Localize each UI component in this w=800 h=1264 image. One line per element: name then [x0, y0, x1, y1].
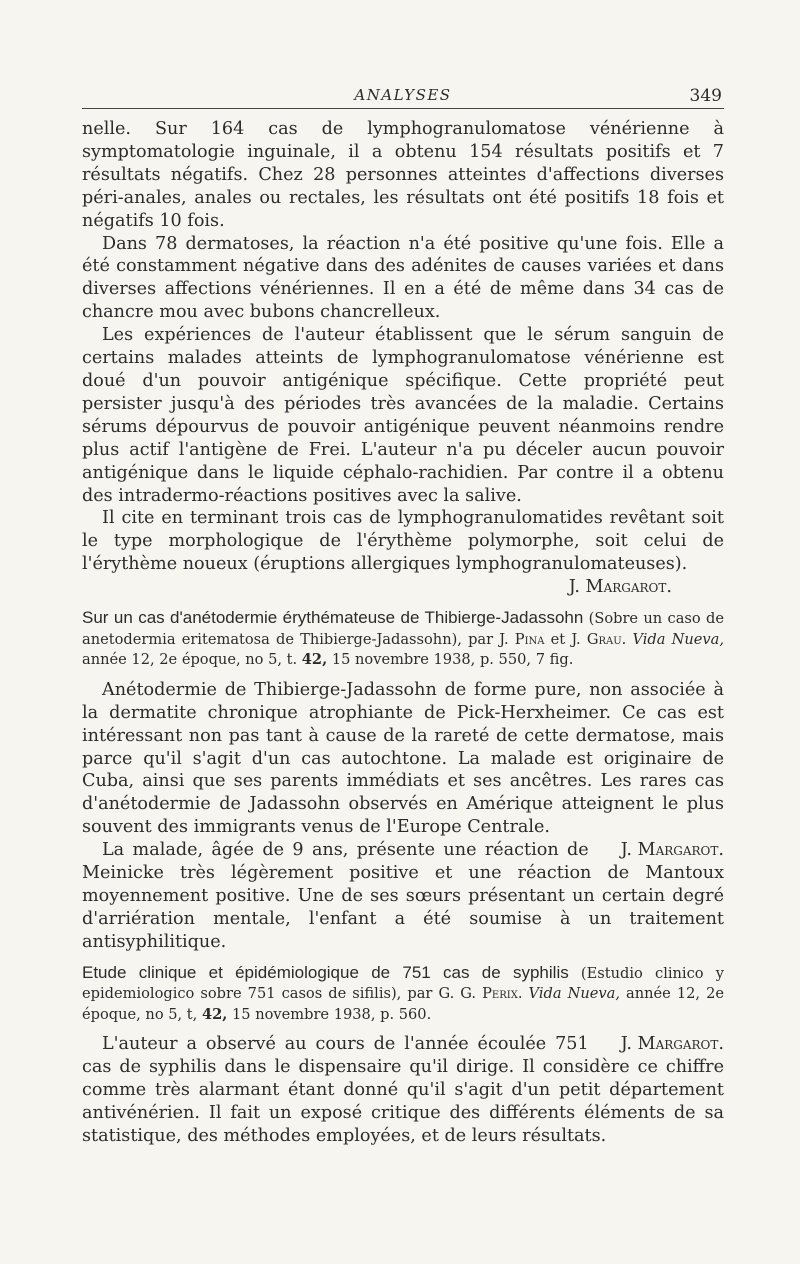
- paragraph: Les expériences de l'auteur établissent que le sérum sanguin de certains malades atteints de lymphogranulomatose vénérienne est doué d'un pouvoir antigénique spécifique. Cette propriété peut persister jusqu'à des périodes très avancées de la maladie. Certains sérums dépourvus de pouvoir antigénique peuvent néanmoins rendre plus actif l'antigène de Frei. L'auteur n'a pu déceler aucun pouvoir antigénique dans le liquide céphalo-rachidien. Par contre il a obtenu des intradermo-réactions positives avec la salive.: [82, 325, 724, 506]
- article-title: Sur un cas d'anétodermie érythémateuse de Thibierge-Jadassohn: [82, 608, 584, 628]
- article-body: [82, 1033, 724, 1148]
- author-name: J. Grau.: [571, 630, 627, 648]
- reference-text: et: [550, 630, 566, 648]
- article-heading: [82, 963, 724, 1026]
- volume-number: 42,: [201, 1005, 228, 1023]
- paragraph: Anétodermie de Thibierge-Jadassohn de forme pure, non associée à la dermatite chronique atrophiante de Pick-Herxheimer. Ce cas est intéressant non pas tant à cause de la rareté de cette dermatose, mais parce qu'il s'agit d'un cas autochtone. La malade est originaire de Cuba, ainsi que ses parents immédiats et ses ancêtres. Les rares cas d'anétodermie de Jadassohn observés en Amérique atteignent le plus souvent des immigrants venus de l'Europe Centrale.: [82, 679, 724, 838]
- reference-text: 15 novembre 1938, p. 560.: [231, 1005, 432, 1023]
- running-title: ANALYSES: [354, 86, 452, 104]
- header-rule: [82, 108, 724, 109]
- author-signature: J. Margarot.: [620, 840, 724, 861]
- paragraph: Dans 78 dermatoses, la réaction n'a été positive qu'une fois. Elle a été constamment négative dans des adénites de causes variées et dans diverses affections vénériennes. Il en a été de même dans 34 cas de chancre mou avec bubons chancrelleux.: [82, 233, 724, 323]
- page-number: 349: [689, 86, 722, 106]
- reference-text: (Estudio clinico y epidemiologico sobre 751 casos de sifilis), par: [82, 964, 724, 1003]
- section-lymphogranulomatose: [82, 118, 724, 599]
- paragraph: [82, 839, 724, 954]
- paragraph-text: La malade, âgée de 9 ans, présente une réaction de Meinicke très légèrement positive et une réaction de Mantoux moyennement positive. Une de ses sœurs présentant un certain degré d'arriération mentale, l'enfant a été soumise à un traitement antisyphilitique.: [82, 840, 724, 952]
- journal-page: [82, 78, 724, 1148]
- reference-text: année 12, 2e époque, no 5, t,: [82, 985, 725, 1023]
- author-signature: J. Margarot.: [620, 1034, 724, 1055]
- paragraph: Il cite en terminant trois cas de lymphogranulomatides revêtant soit le type morphologique de l'érythème polymorphe, soit celui de l'érythème noueux (éruptions allergiques lymphogranulomateuses).: [82, 508, 724, 575]
- paragraph-text: L'auteur a observé au cours de l'année écoulée 751 cas de syphilis dans le dispensaire qu'il dirige. Il considère ce chiffre comme très alarmant étant donné qu'il s'agit d'un petit département antivénérien. Il fait un exposé critique des différents éléments de sa statistique, des méthodes employées, et de leurs résultats.: [82, 1034, 724, 1147]
- journal-name: Vida Nueva,: [632, 630, 725, 648]
- author-name: G. G. Perix.: [438, 985, 523, 1003]
- article-title: Etude clinique et épidémiologique de 751 cas de syphilis: [82, 962, 569, 982]
- author-signature: J. Margarot.: [568, 577, 672, 598]
- volume-number: 42,: [301, 651, 328, 669]
- reference-text: (Sobre un caso de anetodermia eritematosa de Thibierge-Jadassohn), par: [82, 610, 724, 648]
- author-name: J. Pina: [499, 630, 545, 648]
- article-body: [82, 679, 724, 954]
- journal-name: Vida Nueva,: [528, 985, 620, 1003]
- running-header: [82, 78, 724, 118]
- article-heading: [82, 608, 724, 671]
- paragraph: [82, 1033, 724, 1148]
- paragraph: nelle. Sur 164 cas de lymphogranulomatose vénérienne à symptomatologie inguinale, il a obtenu 154 résultats positifs et 7 résultats négatifs. Chez 28 personnes atteintes d'affections diverses péri-anales, anales ou rectales, les résultats ont été positifs 18 fois et négatifs 10 fois.: [82, 119, 724, 231]
- reference-text: 15 novembre 1938, p. 550, 7 fig.: [331, 651, 574, 669]
- reference-text: année 12, 2e époque, no 5, t.: [82, 651, 298, 669]
